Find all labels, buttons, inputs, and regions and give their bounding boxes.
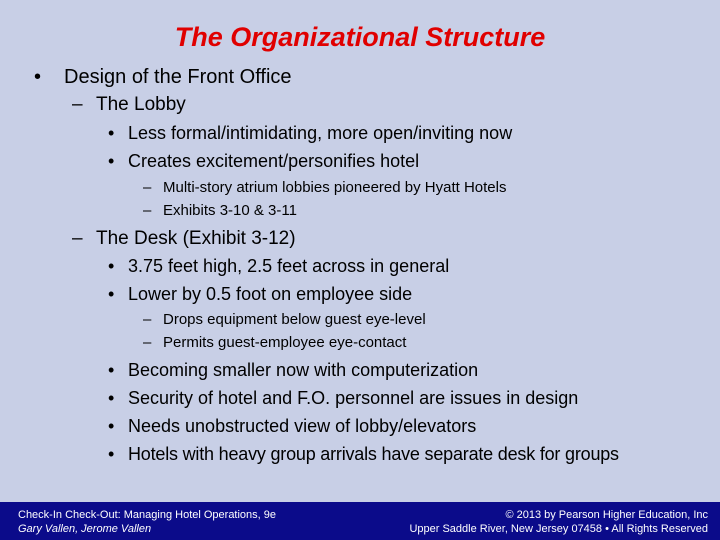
slide-title: The Organizational Structure	[174, 22, 546, 52]
subheading-lobby: The Lobby	[96, 94, 186, 115]
lobby-bullet-1: Less formal/intimidating, more open/inviting now	[128, 123, 513, 143]
desk-bullet-3: Becoming smaller now with computerization	[128, 360, 479, 380]
footer-publisher-address: Upper Saddle River, New Jersey 07458 • All Rights Reserved	[409, 523, 708, 535]
bullet-marker: •	[34, 66, 42, 88]
desk-bullet-4: Security of hotel and F.O. personnel are issues in design	[128, 388, 579, 408]
lobby-sub-1: Multi-story atrium lobbies pioneered by Hyatt Hotels	[163, 179, 507, 196]
dash-marker: –	[143, 334, 152, 351]
footer-bar	[0, 502, 720, 540]
footer-authors: Gary Vallen, Jerome Vallen	[18, 523, 152, 535]
dash-marker: –	[72, 228, 83, 249]
bullet-marker: •	[108, 284, 115, 304]
footer-copyright: © 2013 by Pearson Higher Education, Inc	[505, 509, 708, 521]
desk-sub-1: Drops equipment below guest eye-level	[163, 311, 426, 328]
subheading-desk: The Desk (Exhibit 3-12)	[96, 228, 296, 249]
desk-bullet-1: 3.75 feet high, 2.5 feet across in general	[128, 256, 450, 276]
bullet-marker: •	[108, 416, 115, 436]
dash-marker: –	[143, 311, 152, 328]
lobby-sub-2: Exhibits 3-10 & 3-11	[163, 202, 297, 219]
bullet-marker: •	[108, 360, 115, 380]
bullet-marker: •	[108, 444, 115, 464]
bullet-design-front-office: Design of the Front Office	[64, 66, 292, 88]
bullet-marker: •	[108, 123, 115, 143]
desk-sub-2: Permits guest-employee eye-contact	[163, 334, 407, 351]
desk-bullet-5: Needs unobstructed view of lobby/elevators	[128, 416, 477, 436]
bullet-marker: •	[108, 256, 115, 276]
bullet-marker: •	[108, 388, 115, 408]
footer-book-title: Check-In Check-Out: Managing Hotel Operations, 9e	[18, 509, 277, 521]
desk-bullet-2: Lower by 0.5 foot on employee side	[128, 284, 413, 304]
footer-left	[18, 508, 276, 536]
bullet-marker: •	[108, 151, 115, 171]
dash-marker: –	[143, 179, 152, 196]
dash-marker: –	[72, 94, 83, 115]
dash-marker: –	[143, 202, 152, 219]
footer-right	[409, 508, 708, 536]
desk-bullet-6: Hotels with heavy group arrivals have separate desk for groups	[128, 444, 619, 464]
lobby-bullet-2: Creates excitement/personifies hotel	[128, 151, 420, 171]
